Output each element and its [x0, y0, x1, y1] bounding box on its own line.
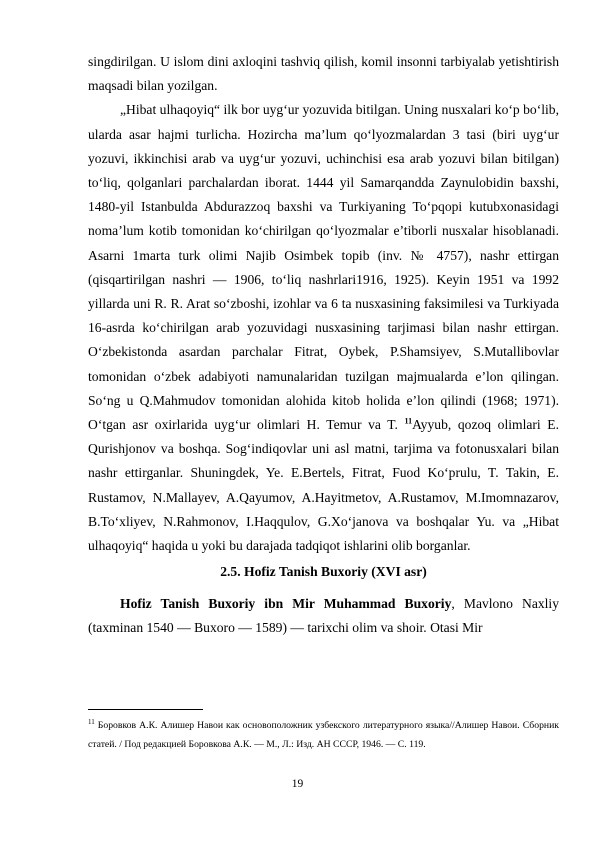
footnote	[88, 716, 559, 754]
footnote-text: Боровков А.К. Алишер Навои как основоположник узбекского литературного языка//Алишер Навои. Сборник статей. / Под редакцией Боровкова А.К. — М., Л.: Изд. АН СССР, 1946. — С. 119.	[88, 720, 559, 750]
footnote-separator	[88, 709, 203, 710]
paragraph-text-part1: „Hibat ulhaqoyiq“ ilk bor uyg‘ur yozuvida bitilgan. Uning nusxalari ko‘p bo‘lib, ularda asar hajmi turlicha. Hozircha ma’lum qo‘lyozmalardan 3 tasi (biri uyg‘ur yozuvi, ikkinchisi arab va uyg‘ur yozuvi, uchinchisi esa arab yozuvi bilan bitilgan) to‘liq, qolganlari parchalardan iborat. 1444 yil Samarqandda Zaynulobidin baxshi, 1480-yil Istanbulda Abdurazzoq baxshi va Turkiyaning To‘pqopi kutubxonasidagi noma’lum kotib tomonidan ko‘chirilgan qo‘lyozmalar e’tiborli nusxalar hisoblanadi. Asarni 1marta turk olimi Najib Osimbek topib (inv. № 4757), nashr ettirgan (qisqartirilgan nashri — 1906, to‘liq nashrlari1916, 1925). Keyin 1951 va 1992 yillarda uni R. R. Arat so‘zboshi, izohlar va 6 ta nusxasining faksimilesi va Turkiyada 16-asrda ko‘chirilgan arab yozuvidagi nusxasining tarjimasi bilan nashr ettirgan. O‘zbekistonda asardan parchalar Fitrat, Oybek, P.Shamsiyev, S.Mutallibovlar tomonidan o‘zbek adabiyoti namunalaridan tuzilgan majmualarda e’lon qilingan. So‘ng u Q.Mahmudov tomonidan alohida kitob holida e’lon qilindi (1968; 1971). O‘tgan asr oxirlarida uyg‘ur olimlari H. Temur va T.	[88, 102, 559, 433]
page-number: 19	[291, 778, 304, 790]
paragraph-bold-name: Hofiz Tanish Buxoriy ibn Mir Muhammad Buxoriy	[120, 596, 452, 612]
paragraph-text: , Mavlono Naxliy (taxminan 1540 — Buxoro — 1589) — tarixchi olim va shoir. Otasi Mir	[88, 596, 560, 636]
paragraph-continuation: singdirilgan. U islom dini axloqini tashviq qilish, komil insonni tarbiyalab yetishtirish maqsadi bilan yozilgan.	[88, 54, 559, 94]
paragraph-hofiz-tanish	[88, 592, 559, 640]
paragraph-text-part2: Ayyub, qozoq olimlari E. Qurishjonov va boshqa. Sog‘indiqovlar uni asl matni, tarjima va fotonusxalari bilan nashr ettirganlar. Shuningdek, Ye. E.Bertels, Fitrat, Fuod Ko‘prulu, T. Takin, E. Rustamov, N.Mallayev, A.Qayumov, A.Hayitmetov, A.Rustamov, M.Imomnazarov, B.To‘xliyev, N.Rahmonov, I.Haqqulov, G.Xo‘janova va boshqalar Yu. va „Hibat ulhaqoyiq“ haqida u yoki bu darajada tadqiqot ishlarini olib borganlar.	[88, 417, 559, 554]
footnote-number: 11	[88, 717, 95, 726]
section-heading: 2.5. Hofiz Tanish Buxoriy (XVI asr)	[220, 564, 427, 580]
paragraph-hibat-ulhaqoyiq	[88, 98, 559, 558]
footnote-reference[interactable]: 11	[404, 416, 413, 426]
body-text	[88, 50, 559, 641]
